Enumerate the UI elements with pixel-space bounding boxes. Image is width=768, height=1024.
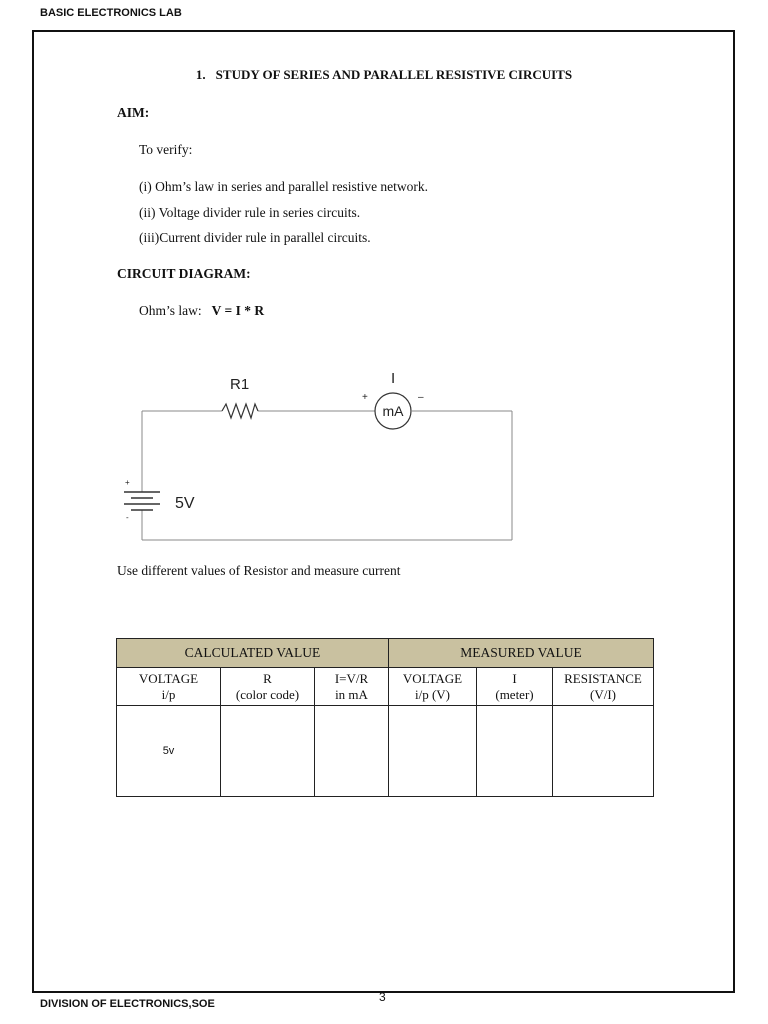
col-header-measured-resistance: RESISTANCE (V/I) xyxy=(553,668,654,706)
cell-measured-current xyxy=(477,706,553,797)
page-number: 3 xyxy=(379,990,386,1004)
source-minus-label: - xyxy=(126,513,129,522)
resistor-r1-symbol xyxy=(222,404,258,418)
cell-voltage-ip: 5v xyxy=(117,706,221,797)
measured-value-header: MEASURED VALUE xyxy=(389,639,654,668)
readings-table xyxy=(116,638,654,797)
ammeter-label: mA xyxy=(382,403,404,419)
col-header-measured-voltage: VOLTAGE i/p (V) xyxy=(389,668,477,706)
aim-item-2: (ii) Voltage divider rule in series circuits. xyxy=(139,205,361,220)
aim-heading: AIM: xyxy=(117,105,150,120)
circuit-note: Use different values of Resistor and measure current xyxy=(117,563,401,578)
cell-measured-resistance xyxy=(553,706,654,797)
col-header-measured-current: I (meter) xyxy=(477,668,553,706)
resistor-label: R1 xyxy=(230,376,250,393)
current-label: I xyxy=(391,370,396,387)
ohms-law-label: Ohm’s law: xyxy=(139,303,202,318)
ammeter-plus-label: + xyxy=(362,392,368,403)
ohms-law-formula: V = I * R xyxy=(211,303,265,318)
aim-item-1: (i) Ohm’s law in series and parallel resistive network. xyxy=(139,179,429,194)
aim-intro: To verify: xyxy=(139,142,193,157)
col-header-resistance-color-code: R (color code) xyxy=(221,668,315,706)
col-header-calculated-current: I=V/R in mA xyxy=(315,668,389,706)
source-plus-label: + xyxy=(125,478,130,487)
cell-resistance-color-code xyxy=(221,706,315,797)
calculated-value-header: CALCULATED VALUE xyxy=(117,639,389,668)
aim-item-3: (iii)Current divider rule in parallel circuits. xyxy=(139,230,371,245)
source-voltage-label: 5V xyxy=(175,495,195,512)
cell-calculated-current xyxy=(315,706,389,797)
table-row xyxy=(117,706,654,797)
experiment-title-text: STUDY OF SERIES AND PARALLEL RESISTIVE CIRCUITS xyxy=(215,67,573,82)
experiment-number: 1. xyxy=(195,67,206,82)
running-header: BASIC ELECTRONICS LAB xyxy=(40,7,182,19)
col-header-voltage-ip: VOLTAGE i/p xyxy=(117,668,221,706)
battery-symbol xyxy=(124,492,160,510)
running-footer: DIVISION OF ELECTRONICS,SOE xyxy=(40,998,215,1010)
circuit-heading: CIRCUIT DIAGRAM: xyxy=(117,266,251,281)
ammeter-minus-label: – xyxy=(418,392,424,403)
cell-measured-voltage xyxy=(389,706,477,797)
